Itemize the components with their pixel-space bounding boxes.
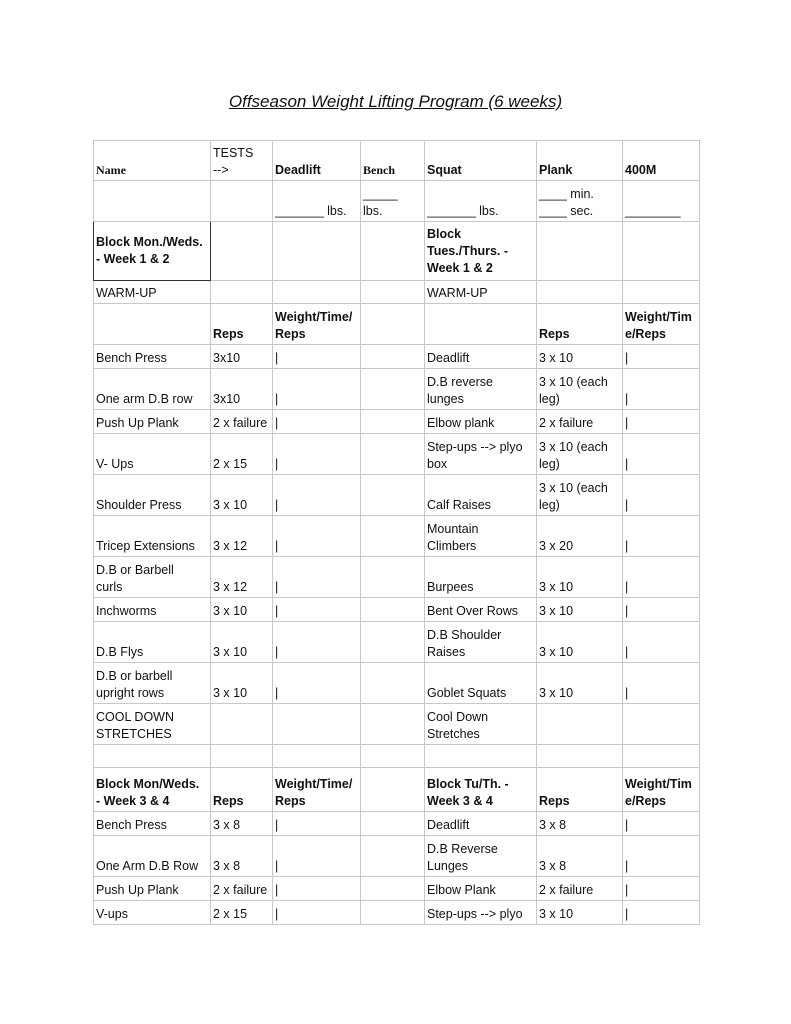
table-row — [94, 704, 700, 745]
table-row — [94, 281, 700, 304]
table-cell: D.B reverse lunges — [425, 369, 537, 410]
table-cell: | — [623, 475, 700, 516]
table-cell: | — [273, 836, 361, 877]
table-cell: | — [273, 369, 361, 410]
table-cell: 3 x 8 — [537, 812, 623, 836]
table-cell: 2 x failure — [537, 877, 623, 901]
table-cell — [537, 281, 623, 304]
table-cell: Weight/Time/ Reps — [273, 304, 361, 345]
table-cell: 3 x 10 — [211, 598, 273, 622]
table-cell: Cool Down Stretches — [425, 704, 537, 745]
table-cell — [211, 281, 273, 304]
table-cell: Squat — [425, 141, 537, 181]
table-cell — [361, 768, 425, 812]
table-cell: WARM-UP — [94, 281, 211, 304]
table-cell: 3 x 8 — [211, 836, 273, 877]
table-cell: | — [623, 557, 700, 598]
table-row — [94, 836, 700, 877]
table-cell — [361, 304, 425, 345]
table-cell: Goblet Squats — [425, 663, 537, 704]
table-cell: 2 x failure — [537, 410, 623, 434]
table-cell — [361, 516, 425, 557]
table-cell: 3 x 10 — [537, 622, 623, 663]
table-cell — [211, 181, 273, 222]
table-cell — [361, 222, 425, 281]
table-cell: Deadlift — [425, 812, 537, 836]
table-cell: TESTS --> — [211, 141, 273, 181]
table-cell: Name — [94, 141, 211, 181]
table-cell: | — [623, 663, 700, 704]
table-cell — [211, 222, 273, 281]
table-cell — [361, 345, 425, 369]
table-cell — [361, 836, 425, 877]
table-row — [94, 812, 700, 836]
table-cell: 2 x failure — [211, 877, 273, 901]
table-cell: D.B Reverse Lunges — [425, 836, 537, 877]
table-row — [94, 410, 700, 434]
table-cell — [361, 745, 425, 768]
table-cell: | — [273, 622, 361, 663]
table-row — [94, 901, 700, 925]
table-cell — [361, 434, 425, 475]
table-row — [94, 141, 700, 181]
table-cell: COOL DOWN STRETCHES — [94, 704, 211, 745]
table-cell: 3 x 12 — [211, 516, 273, 557]
table-cell: | — [623, 516, 700, 557]
table-cell: Step-ups --> plyo — [425, 901, 537, 925]
table-cell: | — [623, 434, 700, 475]
table-cell: Step-ups --> plyo box — [425, 434, 537, 475]
table-cell: | — [623, 369, 700, 410]
table-cell — [361, 704, 425, 745]
table-cell — [361, 901, 425, 925]
table-cell: D.B or barbell upright rows — [94, 663, 211, 704]
table-cell: Bench Press — [94, 345, 211, 369]
table-cell: 3 x 10 — [537, 663, 623, 704]
table-cell: 3x10 — [211, 369, 273, 410]
table-cell: Elbow plank — [425, 410, 537, 434]
table-cell: Mountain Climbers — [425, 516, 537, 557]
table-cell — [94, 745, 211, 768]
table-cell — [273, 704, 361, 745]
table-cell: 3 x 10 — [537, 598, 623, 622]
table-cell: 3 x 8 — [537, 836, 623, 877]
table-cell — [211, 704, 273, 745]
table-cell — [361, 281, 425, 304]
table-cell: 2 x 15 — [211, 434, 273, 475]
table-row — [94, 768, 700, 812]
table-cell — [361, 812, 425, 836]
table-cell: Calf Raises — [425, 475, 537, 516]
table-cell — [537, 222, 623, 281]
table-cell — [94, 304, 211, 345]
table-cell — [623, 222, 700, 281]
table-cell: | — [623, 877, 700, 901]
table-cell — [537, 745, 623, 768]
table-cell: | — [623, 345, 700, 369]
table-cell: | — [623, 598, 700, 622]
table-cell: ________ — [623, 181, 700, 222]
table-cell: | — [273, 877, 361, 901]
table-cell — [361, 557, 425, 598]
table-cell: | — [623, 836, 700, 877]
table-cell: Reps — [211, 304, 273, 345]
table-cell: | — [623, 622, 700, 663]
table-cell — [273, 222, 361, 281]
table-cell — [425, 745, 537, 768]
table-cell: | — [273, 598, 361, 622]
table-cell: Weight/Tim e/Reps — [623, 304, 700, 345]
table-cell: One arm D.B row — [94, 369, 211, 410]
table-cell: | — [623, 901, 700, 925]
table-cell: 3 x 10 — [211, 475, 273, 516]
document-title: Offseason Weight Lifting Program (6 weeks) — [228, 92, 563, 111]
table-cell: Bench — [361, 141, 425, 181]
table-cell: Inchworms — [94, 598, 211, 622]
table-cell: 3 x 10 — [211, 622, 273, 663]
table-cell: 3 x 10 — [537, 901, 623, 925]
table-row — [94, 516, 700, 557]
table-cell: | — [273, 475, 361, 516]
table-row — [94, 663, 700, 704]
table-cell — [623, 745, 700, 768]
table-cell: Block Mon/Weds. - Week 3 & 4 — [94, 768, 211, 812]
table-row — [94, 222, 700, 281]
table-cell: D.B Shoulder Raises — [425, 622, 537, 663]
table-cell: WARM-UP — [425, 281, 537, 304]
table-cell — [361, 877, 425, 901]
table-cell — [361, 475, 425, 516]
table-row — [94, 622, 700, 663]
table-cell: Shoulder Press — [94, 475, 211, 516]
table-cell: 3 x 10 — [537, 557, 623, 598]
table-cell: Bent Over Rows — [425, 598, 537, 622]
table-cell: Tricep Extensions — [94, 516, 211, 557]
table-cell: Block Tues./Thurs. - Week 1 & 2 — [425, 222, 537, 281]
table-cell: 3 x 10 (each leg) — [537, 369, 623, 410]
table-cell: 3 x 8 — [211, 812, 273, 836]
table-cell: ____ min. ____ sec. — [537, 181, 623, 222]
table-cell: 3 x 12 — [211, 557, 273, 598]
table-cell: 3 x 20 — [537, 516, 623, 557]
table-cell: D.B Flys — [94, 622, 211, 663]
table-cell: Deadlift — [273, 141, 361, 181]
table-cell: Burpees — [425, 557, 537, 598]
table-cell: Push Up Plank — [94, 410, 211, 434]
table-row — [94, 434, 700, 475]
table-cell — [361, 598, 425, 622]
table-cell — [361, 410, 425, 434]
table-cell: Reps — [537, 304, 623, 345]
table-cell: | — [273, 434, 361, 475]
table-cell: | — [273, 557, 361, 598]
table-cell: | — [623, 812, 700, 836]
table-row — [94, 557, 700, 598]
table-cell: V- Ups — [94, 434, 211, 475]
table-cell: Weight/Tim e/Reps — [623, 768, 700, 812]
table-cell: 3 x 10 (each leg) — [537, 475, 623, 516]
table-cell: | — [623, 410, 700, 434]
table-cell: _______ lbs. — [425, 181, 537, 222]
table-cell: | — [273, 410, 361, 434]
table-cell: Elbow Plank — [425, 877, 537, 901]
table-row — [94, 369, 700, 410]
table-cell: 3 x 10 (each leg) — [537, 434, 623, 475]
table-cell: D.B or Barbell curls — [94, 557, 211, 598]
table-cell: Weight/Time/ Reps — [273, 768, 361, 812]
table-row — [94, 877, 700, 901]
workout-table — [93, 140, 700, 925]
table-cell — [623, 281, 700, 304]
table-cell: 3 x 10 — [211, 663, 273, 704]
table-cell — [273, 281, 361, 304]
table-cell: _____ lbs. — [361, 181, 425, 222]
table-cell: 3x10 — [211, 345, 273, 369]
table-cell: Plank — [537, 141, 623, 181]
table-cell — [211, 745, 273, 768]
table-cell: Reps — [537, 768, 623, 812]
table-cell: Block Mon./Weds. - Week 1 & 2 — [94, 222, 211, 281]
table-row — [94, 345, 700, 369]
table-cell — [537, 704, 623, 745]
table-cell — [361, 369, 425, 410]
table-cell: | — [273, 516, 361, 557]
table-cell: | — [273, 663, 361, 704]
table-cell: _______ lbs. — [273, 181, 361, 222]
table-cell: Push Up Plank — [94, 877, 211, 901]
table-cell: | — [273, 345, 361, 369]
table-cell — [94, 181, 211, 222]
table-row — [94, 181, 700, 222]
table-row — [94, 475, 700, 516]
table-row — [94, 745, 700, 768]
table-cell: V-ups — [94, 901, 211, 925]
table-cell: 3 x 10 — [537, 345, 623, 369]
table-cell — [425, 304, 537, 345]
table-cell: | — [273, 901, 361, 925]
table-cell — [361, 663, 425, 704]
table-cell: Reps — [211, 768, 273, 812]
table-cell: 400M — [623, 141, 700, 181]
table-cell: Bench Press — [94, 812, 211, 836]
table-row — [94, 304, 700, 345]
table-cell: One Arm D.B Row — [94, 836, 211, 877]
table-cell — [361, 622, 425, 663]
table-cell — [623, 704, 700, 745]
table-cell: 2 x 15 — [211, 901, 273, 925]
table-cell: 2 x failure — [211, 410, 273, 434]
table-row — [94, 598, 700, 622]
table-cell: | — [273, 812, 361, 836]
table-cell — [273, 745, 361, 768]
table-cell: Deadlift — [425, 345, 537, 369]
table-cell: Block Tu/Th. - Week 3 & 4 — [425, 768, 537, 812]
